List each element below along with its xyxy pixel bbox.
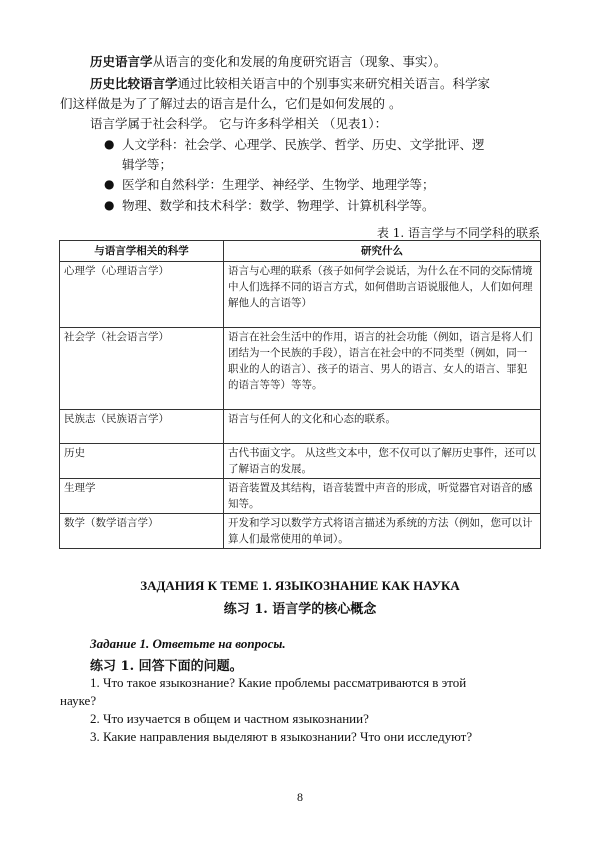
question-item: 3. Какие направления выделяют в языкознании? Что они исследуют? xyxy=(90,729,473,744)
definition-text: 从语言的变化和发展的角度研究语言（现象、事实）。 xyxy=(152,54,447,69)
table-row xyxy=(60,262,541,328)
table-caption: 表 1. 语言学与不同学科的联系 xyxy=(376,226,540,240)
science-cell: 心理学（心理语言学） xyxy=(60,262,224,328)
column-header-science: 与语言学相关的科学 xyxy=(60,241,224,262)
paragraph-comparative-linguistics xyxy=(90,74,490,93)
question-item-cont: науке? xyxy=(60,693,97,708)
section-title-russian: ЗАДАНИЯ К ТЕМЕ 1. ЯЗЫКОЗНАНИЕ КАК НАУКА xyxy=(140,578,460,593)
science-cell: 民族志（民族语言学） xyxy=(60,410,224,444)
description-cell: 古代书面文字。 从这些文本中，您不仅可以了解历史事件，还可以了解语言的发展。 xyxy=(224,444,541,479)
bullet-icon: ● xyxy=(104,198,115,212)
task-heading-chinese: 练习 1. 回答下面的问题。 xyxy=(90,659,243,674)
description-cell: 语言与任何人的文化和心态的联系。 xyxy=(224,410,541,444)
term-comparative-linguistics: 历史比较语言学 xyxy=(90,76,178,91)
table-row xyxy=(60,328,541,410)
sciences-table xyxy=(59,240,541,549)
bullet-item-medicine: 医学和自然科学：生理学、神经学、生物学、地理学等； xyxy=(122,177,435,192)
table-row xyxy=(60,410,541,444)
bullet-icon: ● xyxy=(104,137,115,151)
table-row xyxy=(60,444,541,479)
science-cell: 数学（数学语言学） xyxy=(60,514,224,549)
bullet-icon: ● xyxy=(104,177,115,191)
bullet-item-humanities: 人文学科：社会学、心理学、民族学、哲学、历史、文学批评、逻 xyxy=(122,137,485,152)
paragraph-historical-linguistics xyxy=(90,52,446,71)
question-item: 1. Что такое языкознание? Какие проблемы рассматриваются в этой xyxy=(90,675,467,690)
description-cell: 开发和学习以数学方式将语言描述为系统的方法（例如，您可以计算人们最常使用的单词）。 xyxy=(224,514,541,549)
table-header-row xyxy=(60,241,541,262)
table-row xyxy=(60,514,541,549)
column-header-what: 研究什么 xyxy=(224,241,541,262)
bullet-item-humanities-cont: 辑学等； xyxy=(122,157,173,172)
science-cell: 社会学（社会语言学） xyxy=(60,328,224,410)
paragraph-social-science: 语言学属于社会科学。 它与许多科学相关 （见表1）： xyxy=(90,116,388,131)
term-historical-linguistics: 历史语言学 xyxy=(90,54,153,69)
page-number: 8 xyxy=(297,790,303,804)
bullet-item-physics: 物理、数学和技术科学：数学、物理学、计算机科学等。 xyxy=(122,198,435,213)
section-title-chinese: 练习 1. 语言学的核心概念 xyxy=(223,602,377,617)
science-cell: 生理学 xyxy=(60,479,224,514)
paragraph-continuation: 们这样做是为了了解过去的语言是什么，它们是如何发展的 。 xyxy=(60,96,402,111)
task-heading-russian: Задание 1. Ответьте на вопросы. xyxy=(90,636,286,651)
question-item: 2. Что изучается в общем и частном языкознании? xyxy=(90,711,369,726)
description-cell: 语音装置及其结构，语音装置中声音的形成，听觉器官对语音的感知等。 xyxy=(224,479,541,514)
science-cell: 历史 xyxy=(60,444,224,479)
description-cell: 语言与心理的联系（孩子如何学会说话，为什么在不同的交际情境中人们选择不同的语言方式，如何借助言语说服他人，人们如何理解他人的言语等） xyxy=(224,262,541,328)
description-cell: 语言在社会生活中的作用，语言的社会功能（例如，语言是将人们团结为一个民族的手段），语言在社会中的不同类型（例如，同一职业的人的语言）、孩子的语言、男人的语言、女人的语言、罪犯的语言等等）等等。 xyxy=(224,328,541,410)
definition-text: 通过比较相关语言中的个别事实来研究相关语言。科学家 xyxy=(177,76,491,91)
table-row xyxy=(60,479,541,514)
